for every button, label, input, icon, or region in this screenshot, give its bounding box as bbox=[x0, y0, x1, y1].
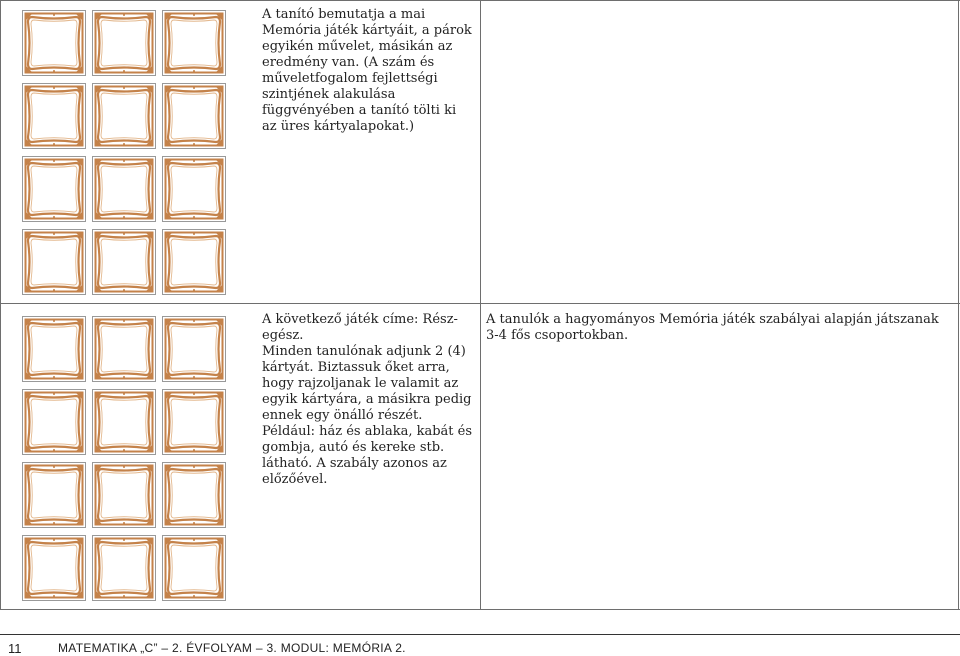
card-grid-bottom bbox=[22, 316, 226, 601]
memory-card bbox=[22, 156, 86, 222]
memory-card bbox=[92, 535, 156, 601]
memory-card bbox=[22, 535, 86, 601]
instruction-line: Minden tanulónak adjunk 2 (4) kártyát. Biztassuk őket arra, hogy rajzoljanak le valamit az egyik kártyára, a másikra pedig ennek egy önálló részét. bbox=[262, 344, 472, 423]
memory-card bbox=[92, 229, 156, 295]
rules-text: A tanulók a hagyományos Memória játék szabályai alapján játszanak 3-4 fős csoportokban. bbox=[486, 312, 939, 343]
ornate-blank-card-icon bbox=[92, 10, 156, 76]
memory-card bbox=[162, 535, 226, 601]
footer-rule bbox=[0, 634, 960, 635]
ornate-blank-card-icon bbox=[22, 535, 86, 601]
memory-card bbox=[22, 10, 86, 76]
running-title: MATEMATIKA „C” – 2. ÉVFOLYAM – 3. MODUL: MEMÓRIA 2. bbox=[58, 641, 406, 655]
ornate-blank-card-icon bbox=[162, 229, 226, 295]
teacher-intro-text: A tanító bemutatja a mai Memória játék kártyáit, a párok egyikén művelet, másikán az eredmény van. (A szám és műveletfogalom fejlettségi szintjének alakulása függvényében a tanító tölti ki az üres kártyalapokat.) bbox=[262, 7, 472, 134]
ornate-blank-card-icon bbox=[162, 156, 226, 222]
table-row-divider bbox=[0, 303, 960, 304]
memory-card bbox=[162, 10, 226, 76]
part-whole-instructions bbox=[262, 312, 474, 488]
memory-card bbox=[92, 316, 156, 382]
example-line: Például: ház és ablaka, kabát és gombja, autó és kereke stb. látható. A szabály azonos az előzőével. bbox=[262, 424, 473, 487]
memory-card bbox=[162, 316, 226, 382]
table-column-divider bbox=[480, 0, 481, 610]
ornate-blank-card-icon bbox=[162, 316, 226, 382]
memory-card bbox=[162, 389, 226, 455]
ornate-blank-card-icon bbox=[22, 389, 86, 455]
ornate-blank-card-icon bbox=[92, 535, 156, 601]
ornate-blank-card-icon bbox=[92, 389, 156, 455]
ornate-blank-card-icon bbox=[22, 156, 86, 222]
ornate-blank-card-icon bbox=[162, 83, 226, 149]
memory-card bbox=[22, 316, 86, 382]
memory-card bbox=[92, 389, 156, 455]
table-right-border bbox=[958, 0, 959, 610]
ornate-blank-card-icon bbox=[92, 229, 156, 295]
ornate-blank-card-icon bbox=[92, 156, 156, 222]
ornate-blank-card-icon bbox=[22, 462, 86, 528]
ornate-blank-card-icon bbox=[92, 462, 156, 528]
ornate-blank-card-icon bbox=[162, 389, 226, 455]
memory-card bbox=[22, 83, 86, 149]
memory-card bbox=[162, 462, 226, 528]
table-left-border bbox=[0, 0, 1, 610]
memory-card bbox=[22, 229, 86, 295]
memory-card bbox=[92, 462, 156, 528]
memory-card bbox=[162, 229, 226, 295]
ornate-blank-card-icon bbox=[22, 316, 86, 382]
memory-card bbox=[92, 10, 156, 76]
ornate-blank-card-icon bbox=[162, 462, 226, 528]
ornate-blank-card-icon bbox=[92, 316, 156, 382]
ornate-blank-card-icon bbox=[22, 10, 86, 76]
game-title-line: A következő játék címe: Rész-egész. bbox=[262, 312, 458, 343]
memory-card bbox=[22, 389, 86, 455]
card-grid-top bbox=[22, 10, 226, 295]
ornate-blank-card-icon bbox=[162, 535, 226, 601]
ornate-blank-card-icon bbox=[92, 83, 156, 149]
memory-card bbox=[92, 156, 156, 222]
ornate-blank-card-icon bbox=[22, 83, 86, 149]
memory-card bbox=[162, 156, 226, 222]
memory-card bbox=[162, 83, 226, 149]
table-bottom-border bbox=[0, 609, 960, 610]
ornate-blank-card-icon bbox=[22, 229, 86, 295]
memory-card bbox=[92, 83, 156, 149]
page-number: 11 bbox=[8, 641, 22, 656]
ornate-blank-card-icon bbox=[162, 10, 226, 76]
memory-card bbox=[22, 462, 86, 528]
